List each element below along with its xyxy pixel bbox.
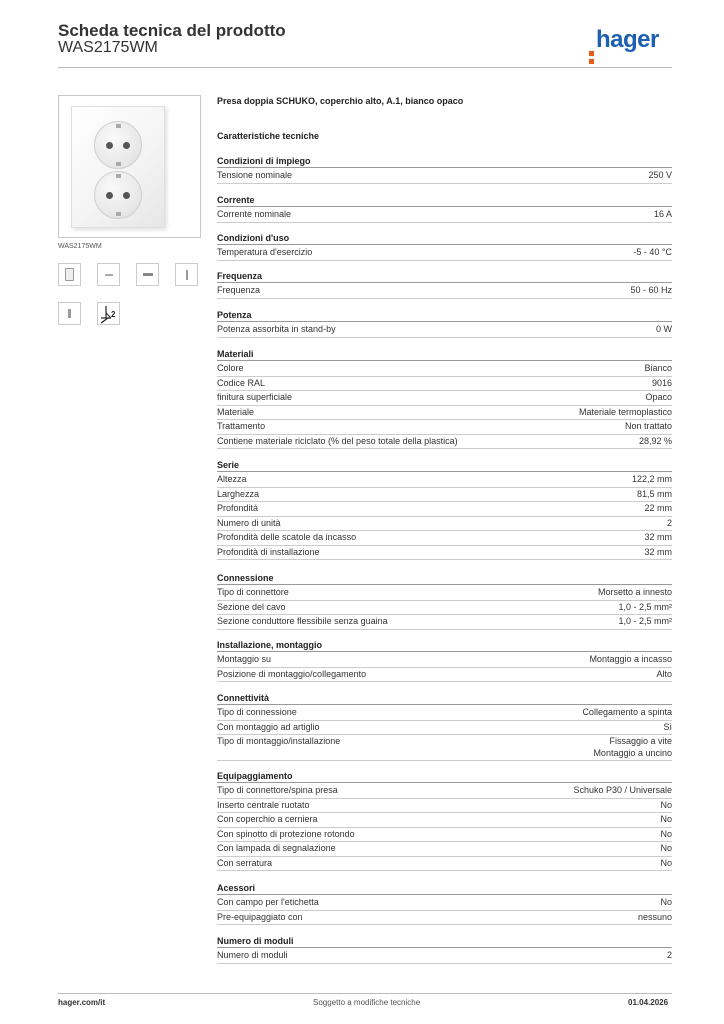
- footer-divider: [58, 993, 672, 994]
- spec-label: Codice RAL: [217, 377, 266, 388]
- spec-row: [217, 208, 672, 223]
- section-heading: Connettività: [217, 693, 672, 705]
- dimension-icon: [143, 273, 153, 276]
- section-heading: Condizioni d'uso: [217, 233, 672, 245]
- spec-label: Tensione nominale: [217, 170, 293, 180]
- spec-label: Numero di moduli: [217, 950, 288, 960]
- product-code: WAS2175WM: [58, 39, 158, 56]
- spec-row: [217, 420, 672, 435]
- spec-row: [217, 246, 672, 261]
- spec-value: 0 W: [655, 324, 672, 334]
- section-heading: Acessori: [217, 883, 672, 895]
- spec-value: 16 A: [653, 209, 672, 219]
- spec-row: [217, 949, 672, 964]
- product-image: [58, 95, 201, 238]
- spec-label: Colore: [217, 363, 244, 373]
- spec-value: Non trattato: [624, 421, 672, 431]
- spec-row: [217, 896, 672, 911]
- spec-row: [217, 668, 672, 683]
- spec-label: Tipo di connettore/spina presa: [217, 785, 338, 795]
- hager-logo: [588, 26, 659, 54]
- spec-row: [217, 517, 672, 532]
- header-divider: [58, 67, 672, 68]
- thumbnail-side-view[interactable]: [175, 263, 198, 286]
- spec-label: Con serratura: [217, 857, 273, 868]
- spec-row: [217, 531, 672, 546]
- gang-count: 2: [111, 310, 116, 319]
- section-heading: Numero di moduli: [217, 936, 672, 948]
- spec-row: [217, 813, 672, 828]
- footer-site-link[interactable]: hager.com/it: [58, 998, 106, 1007]
- plate-icon: [65, 268, 74, 281]
- socket-icon: [94, 171, 142, 219]
- spec-row: [217, 284, 672, 299]
- product-description: Presa doppia SCHUKO, coperchio alto, A.1, bianco opaco: [217, 96, 464, 106]
- spec-value: 2: [666, 950, 672, 960]
- spec-value: No: [660, 814, 672, 824]
- socket-icon: [94, 121, 142, 169]
- spec-row: [217, 799, 672, 814]
- spec-row: [217, 169, 672, 184]
- spec-row: [217, 911, 672, 926]
- spec-label: Frequenza: [217, 285, 261, 295]
- spec-label: Trattamento: [217, 421, 266, 431]
- section-heading: Corrente: [217, 195, 672, 207]
- spec-label: Materiale: [217, 406, 255, 417]
- spec-value: [593, 735, 672, 759]
- spec-value: Collegamento a spinta: [582, 707, 672, 717]
- spec-label: Sezione del cavo: [217, 601, 286, 612]
- spec-value: -5 - 40 °C: [633, 247, 672, 257]
- top-view-icon: [105, 274, 113, 276]
- spec-row: [217, 721, 672, 736]
- spec-label: Tipo di connessione: [217, 707, 297, 717]
- spec-label: Sezione conduttore flessibile senza guaina: [217, 616, 388, 626]
- spec-value: 22 mm: [644, 503, 672, 513]
- spec-label: Tipo di connettore: [217, 587, 289, 597]
- section-heading: Installazione, montaggio: [217, 640, 672, 652]
- spec-value: 50 - 60 Hz: [630, 285, 672, 295]
- spec-label: Numero di unità: [217, 517, 281, 528]
- spec-label: Con spinotto di protezione rotondo: [217, 828, 355, 839]
- thumbnail-profile-view[interactable]: [58, 302, 81, 325]
- spec-row: [217, 323, 672, 338]
- spec-label: Con lampada di segnalazione: [217, 843, 336, 853]
- spec-value: 81,5 mm: [636, 488, 672, 499]
- spec-row: [217, 362, 672, 377]
- spec-value: 9016: [651, 377, 672, 388]
- spec-label: Profondità delle scatole da incasso: [217, 532, 357, 542]
- section-heading: Connessione: [217, 573, 672, 585]
- spec-label: Profondità: [217, 503, 259, 513]
- socket-plate: [71, 106, 165, 228]
- spec-row: [217, 784, 672, 799]
- spec-value: Bianco: [644, 363, 672, 373]
- spec-label: Con montaggio ad artiglio: [217, 721, 320, 732]
- spec-row: [217, 615, 672, 630]
- spec-row: [217, 406, 672, 421]
- spec-value: Materiale termoplastico: [578, 406, 672, 417]
- spec-value-line: Fissaggio a vite: [609, 736, 672, 746]
- spec-row: [217, 502, 672, 517]
- spec-row: [217, 586, 672, 601]
- thumbnail-top-view[interactable]: [97, 263, 120, 286]
- spec-value: Opaco: [645, 392, 672, 402]
- spec-value: 250 V: [648, 170, 672, 180]
- image-caption: WAS2175WM: [58, 243, 102, 250]
- spec-row: [217, 842, 672, 857]
- spec-value-line: Montaggio a uncino: [593, 748, 672, 758]
- spec-row: [217, 706, 672, 721]
- spec-label: Corrente nominale: [217, 209, 292, 219]
- spec-label: Contiene materiale riciclato (% del peso totale della plastica): [217, 435, 458, 446]
- spec-label: Tipo di montaggio/installazione: [217, 736, 341, 746]
- tech-title: Caratteristiche tecniche: [217, 131, 320, 141]
- spec-label: Temperatura d'esercizio: [217, 247, 313, 257]
- spec-value: 1,0 - 2,5 mm²: [618, 616, 672, 626]
- spec-label: Con coperchio a cerniera: [217, 814, 318, 824]
- spec-value: 122,2 mm: [631, 474, 672, 484]
- spec-label: Profondità di installazione: [217, 546, 320, 557]
- spec-row: [217, 735, 672, 761]
- page-title: Scheda tecnica del prodotto: [58, 21, 286, 40]
- spec-label: Inserto centrale ruotato: [217, 799, 310, 810]
- spec-value: Montaggio a incasso: [589, 654, 672, 664]
- section-heading: Serie: [217, 460, 672, 472]
- spec-value: 28,92 %: [638, 435, 672, 446]
- spec-value: Morsetto a innesto: [597, 587, 672, 597]
- section-heading: Equipaggiamento: [217, 771, 672, 783]
- logo-text: hager: [596, 26, 659, 53]
- spec-label: Montaggio su: [217, 654, 272, 664]
- spec-label: Posizione di montaggio/collegamento: [217, 668, 367, 679]
- spec-label: Pre-equipaggiato con: [217, 911, 303, 922]
- spec-row: [217, 857, 672, 872]
- thumbnail-mounting-symbol[interactable]: [97, 302, 120, 325]
- spec-value: Sì: [663, 721, 672, 732]
- spec-value: No: [660, 828, 672, 839]
- spec-value: No: [660, 857, 672, 868]
- thumbnail-front-view[interactable]: [58, 263, 81, 286]
- spec-value: Alto: [656, 668, 672, 679]
- section-heading: Condizioni di impiego: [217, 156, 672, 168]
- profile-icon: [68, 309, 71, 318]
- spec-row: [217, 473, 672, 488]
- spec-value: 32 mm: [644, 546, 672, 557]
- spec-row: [217, 546, 672, 561]
- spec-value: No: [660, 897, 672, 907]
- spec-label: Con campo per l'etichetta: [217, 897, 319, 907]
- spec-value: 2: [666, 517, 672, 528]
- spec-row: [217, 377, 672, 392]
- footer-date: 01.04.2026: [628, 998, 669, 1007]
- spec-row: [217, 828, 672, 843]
- spec-value: Schuko P30 / Universale: [573, 785, 672, 795]
- spec-row: [217, 601, 672, 616]
- side-view-icon: [186, 270, 188, 280]
- mounting-symbol-icon: [98, 303, 121, 326]
- spec-value: 1,0 - 2,5 mm²: [618, 601, 672, 612]
- thumbnail-dimension-view[interactable]: [136, 263, 159, 286]
- footer-note: Soggetto a modifiche tecniche: [313, 998, 421, 1007]
- spec-row: [217, 653, 672, 668]
- spec-value: No: [660, 843, 672, 853]
- section-heading: Materiali: [217, 349, 672, 361]
- spec-value: nessuno: [637, 911, 672, 922]
- spec-row: [217, 391, 672, 406]
- spec-value: No: [660, 799, 672, 810]
- spec-row: [217, 435, 672, 450]
- spec-row: [217, 488, 672, 503]
- spec-label: Larghezza: [217, 488, 260, 499]
- section-heading: Frequenza: [217, 271, 672, 283]
- section-heading: Potenza: [217, 310, 672, 322]
- spec-label: Potenza assorbita in stand-by: [217, 324, 336, 334]
- spec-label: Altezza: [217, 474, 247, 484]
- spec-label: finitura superficiale: [217, 392, 293, 402]
- spec-value: 32 mm: [644, 532, 672, 542]
